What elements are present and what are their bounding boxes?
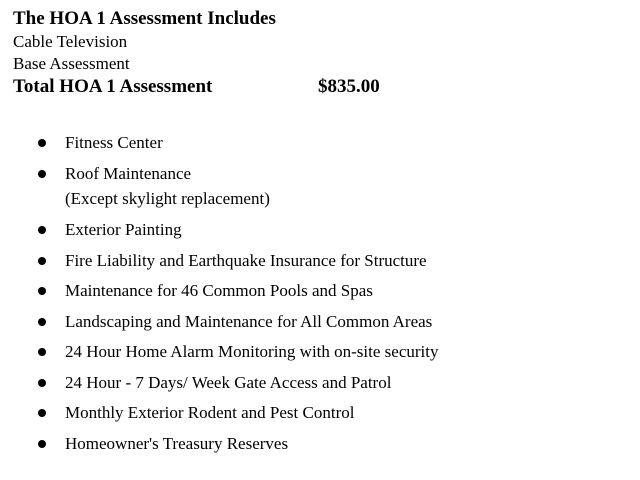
feature-text: Homeowner's Treasury Reserves xyxy=(65,433,289,453)
feature-note: (Except skylight replacement) xyxy=(65,188,270,208)
total-label: Total HOA 1 Assessment xyxy=(13,76,213,97)
list-item xyxy=(0,370,640,395)
list-item xyxy=(0,278,640,303)
bullet-icon xyxy=(38,318,46,326)
list-item xyxy=(0,248,640,273)
bullet-icon xyxy=(38,226,46,234)
feature-text: 24 Hour - 7 Days/ Week Gate Access and Patrol xyxy=(65,372,392,392)
page-title: The HOA 1 Assessment Includes xyxy=(13,8,276,29)
feature-text: Fire Liability and Earthquake Insurance for Structure xyxy=(65,250,427,270)
bullet-icon xyxy=(38,379,46,387)
feature-text: Landscaping and Maintenance for All Common Areas xyxy=(65,311,433,331)
bullet-icon xyxy=(38,440,46,448)
bullet-icon xyxy=(38,139,46,147)
feature-text: Maintenance for 46 Common Pools and Spas xyxy=(65,281,373,300)
total-row xyxy=(13,75,380,99)
bullet-icon xyxy=(38,348,46,356)
included-item-base: Base Assessment xyxy=(13,54,130,73)
bullet-icon xyxy=(38,257,46,265)
list-item xyxy=(0,339,640,364)
feature-text: Roof Maintenance xyxy=(65,163,192,183)
total-amount: $835.00 xyxy=(318,76,380,97)
feature-text: Exterior Painting xyxy=(65,220,182,239)
bullet-icon xyxy=(38,287,46,295)
feature-text: 24 Hour Home Alarm Monitoring with on-site security xyxy=(65,342,439,361)
list-item xyxy=(0,217,640,242)
feature-list xyxy=(0,130,640,461)
list-item xyxy=(0,309,640,334)
bullet-icon xyxy=(38,170,46,178)
feature-text: Monthly Exterior Rodent and Pest Control xyxy=(65,403,355,422)
list-item xyxy=(0,400,640,425)
bullet-icon xyxy=(38,409,46,417)
list-item xyxy=(0,130,640,155)
list-item xyxy=(0,431,640,456)
list-item xyxy=(0,161,640,212)
included-item-cable: Cable Television xyxy=(13,32,128,51)
assessment-header xyxy=(13,7,380,99)
feature-text: Fitness Center xyxy=(65,133,163,152)
